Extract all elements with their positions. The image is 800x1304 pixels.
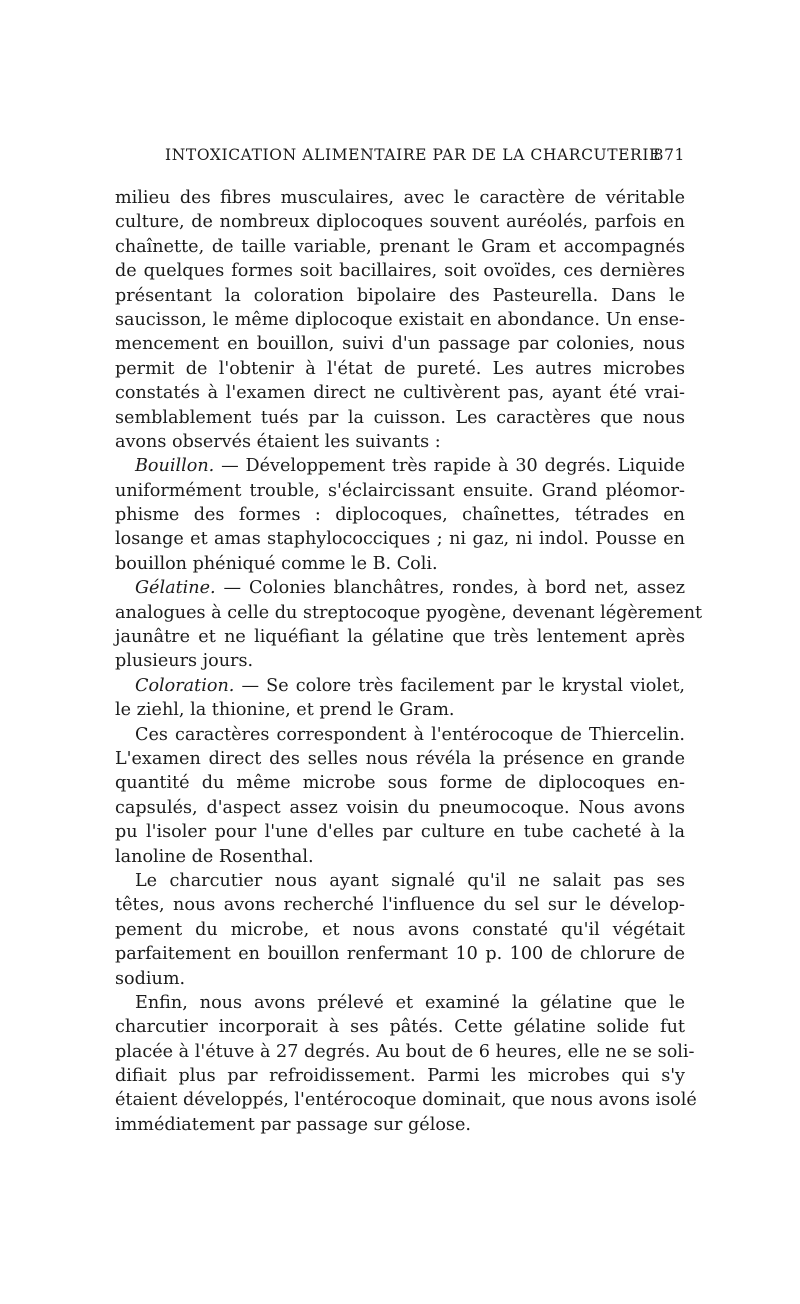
label-bouillon: Bouillon.: [135, 456, 215, 477]
text-line: constatés à l'examen direct ne cultivèrent pas, ayant été vrai-: [115, 383, 685, 404]
running-head: [165, 146, 685, 164]
text-line: uniformément trouble, s'éclaircissant ensuite. Grand pléomor-: [115, 480, 685, 501]
text-line: Ces caractères correspondent à l'entérocoque de Thiercelin.: [135, 724, 685, 745]
text-line: bouillon phéniqué comme le B. Coli.: [115, 553, 438, 574]
text-line: semblablement tués par la cuisson. Les caractères que nous: [115, 407, 685, 428]
text-line: permit de l'obtenir à l'état de pureté. Les autres microbes: [115, 358, 685, 379]
text-line: immédiatement par passage sur gélose.: [115, 1114, 471, 1135]
text-line: saucisson, le même diplocoque existait en abondance. Un ense-: [115, 309, 685, 330]
text-line: phisme des formes : diplocoques, chaînettes, tétrades en: [115, 505, 685, 526]
text-line: Enfin, nous avons prélevé et examiné la gélatine que le: [135, 992, 685, 1013]
text-line: L'examen direct des selles nous révéla la présence en grande: [115, 748, 685, 769]
text-line: culture, de nombreux diplocoques souvent auréolés, parfois en: [115, 212, 685, 233]
text-line: charcutier incorporait à ses pâtés. Cette gélatine solide fut: [115, 1017, 685, 1038]
text-line: étaient développés, l'entérocoque dominait, que nous avons isolé: [115, 1090, 697, 1111]
label-gelatine: Gélatine.: [135, 578, 216, 599]
text-line: lanoline de Rosenthal.: [115, 846, 314, 867]
text-line: le ziehl, la thionine, et prend le Gram.: [115, 700, 455, 721]
paragraph-coloration-first-line: Coloration. — Se colore très facilement par le krystal violet,: [135, 675, 685, 696]
text-line: de quelques formes soit bacillaires, soit ovoïdes, ces dernières: [115, 261, 685, 282]
text-line: pement du microbe, et nous avons constaté qu'il végétait: [115, 919, 685, 940]
text-line: quantité du même microbe sous forme de diplocoques en-: [115, 773, 685, 794]
text-line: losange et amas staphylococciques ; ni gaz, ni indol. Pousse en: [115, 529, 685, 550]
text-line: sodium.: [115, 968, 186, 989]
label-coloration: Coloration.: [135, 675, 235, 696]
text-line: chaînette, de taille variable, prenant le Gram et accompagnés: [115, 236, 685, 257]
paragraph-gelatine-first-line: Gélatine. — Colonies blanchâtres, rondes, à bord net, assez: [135, 578, 685, 599]
text-line: mencement en bouillon, suivi d'un passage par colonies, nous: [115, 334, 685, 355]
running-title: INTOXICATION ALIMENTAIRE PAR DE LA CHARCUTERIE: [165, 146, 661, 164]
text-line: milieu des fibres musculaires, avec le caractère de véritable: [115, 188, 685, 208]
text-line: difiait plus par refroidissement. Parmi les microbes qui s'y: [115, 1066, 685, 1087]
paragraph-bouillon-first-line: Bouillon. — Développement très rapide à 30 degrés. Liquide: [135, 456, 685, 477]
text-line: avons observés étaient les suivants :: [115, 431, 441, 452]
text-line: pu l'isoler pour l'une d'elles par culture en tube cacheté à la: [115, 822, 685, 843]
text-line: placée à l'étuve à 27 degrés. Au bout de 6 heures, elle ne se soli-: [115, 1041, 695, 1062]
text-line: analogues à celle du streptocoque pyogène, devenant légèrement: [115, 602, 703, 623]
text-line: présentant la coloration bipolaire des Pasteurella. Dans le: [115, 285, 685, 306]
body-text: [115, 186, 703, 1137]
text-line: jaunâtre et ne liquéfiant la gélatine que très lentement après: [115, 627, 685, 648]
text-line: parfaitement en bouillon renfermant 10 p. 100 de chlorure de: [115, 944, 685, 965]
text-line: capsulés, d'aspect assez voisin du pneumocoque. Nous avons: [115, 797, 685, 818]
page-number: 871: [653, 146, 685, 164]
text-line: têtes, nous avons recherché l'influence du sel sur le dévelop-: [115, 895, 685, 916]
text-line: Le charcutier nous ayant signalé qu'il ne salait pas ses: [135, 870, 685, 891]
text-line: plusieurs jours.: [115, 651, 254, 672]
